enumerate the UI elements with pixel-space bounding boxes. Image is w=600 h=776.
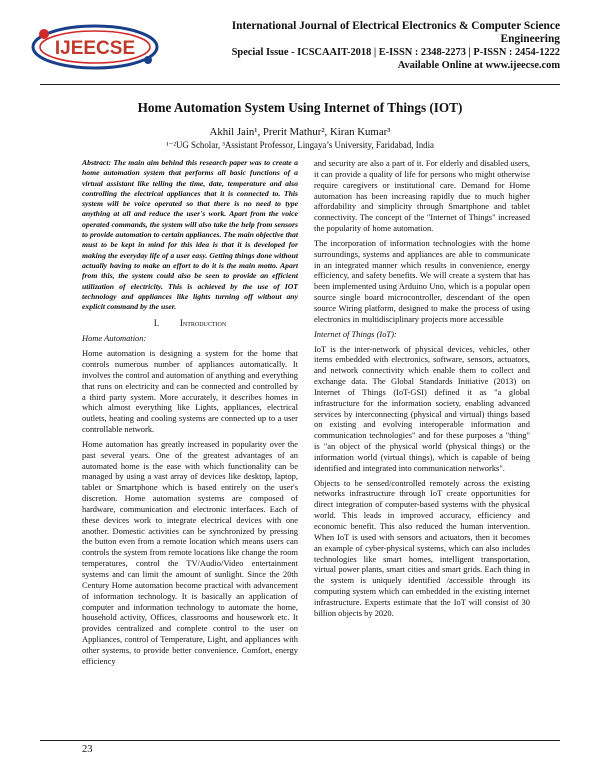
section-number: I. <box>153 318 160 329</box>
footer-rule <box>40 740 560 741</box>
paragraph: Home automation is designing a system for the home that controls numerous number of appliances automatically. It involves the control and automation of anything and everything that runs on electricity and can be connected and controlled by a third party system. More accurately, it describes homes in which almost everything like Lights, appliances, electrical outlets, heating and cooling systems are connected up to a user controllable network. <box>82 348 298 435</box>
left-column <box>82 158 298 671</box>
journal-logo <box>20 18 170 76</box>
page-number: 23 <box>82 744 93 755</box>
online-line: Available Online at www.ijeecse.com <box>397 60 560 71</box>
section-heading <box>82 318 298 329</box>
abstract: Abstract: The main aim behind this research paper was to create a home automation system that performs all basic functions of a virtual assistant like telling the time, date, temperature and also controlling the electrical appliances that it is connected to. This system will be voice operated so that there is no need to type anything at all and reduce the user's work. Apart from the voice operated commands, the system will also take the help from sensors to provide automation to certain appliances. The main objective that must to be kept in mind for this idea is that it is developed for making the everyday life of a user easy. Getting things done without actually having to make an effort to do it is the main motto. Apart from this, the system could also be seen to provide an efficient utilization of electricity. This is achieved by the use of IOT technology and appliances like lights turning off without any explicit command by the user. <box>82 158 298 312</box>
section-title: Introduction <box>179 318 227 329</box>
paragraph: and security are also a part of it. For elderly and disabled users, it can provide a quality of life for persons who might otherwise require caregivers or institutional care. Demand for Home automation has been increasing rapidly due to much higher affordability and simplicity through Smartphone and tablet connectivity. The concept of the "Internet of Things" increased the popularity of home automation. <box>314 158 530 234</box>
paragraph: IoT is the inter-network of physical devices, vehicles, other items embedded with electronics, software, sensors, actuators, and network connectivity which enable them to collect and exchange data. The Global Standards Initiative (2013) on Internet of Things (IoT-GSI) defined it as "a global infrastructure for the information society, enabling advanced services by interconnecting (physical and virtual) things based on existing and evolving interoperable information and communication technologies" and for these purposes a "thing" is "an object of the physical world (physical things) or the information world (virtual things), which is capable of being identified and integrated into communication networks". <box>314 343 530 473</box>
header-rule <box>40 84 560 85</box>
right-column <box>314 158 530 623</box>
affiliation: ¹⁻²UG Scholar, ³Assistant Professor, Lingaya’s University, Faridabad, India <box>166 140 434 150</box>
paragraph: Home automation has greatly increased in popularity over the past several years. One of the greatest advantages of an automated home is the ease with which functionality can be managed by using a vast array of devices like desktop, laptop, tablet or Smartphone which is based entirely on the user's discretion. Home automation systems are composed of hardware, communication and electronic interfaces. Each of these devices work to integrate electrical devices with one another. Domestic activities can be synchronized by pressing the button even from a remote location which means users can controls the system from remote locations like change the room temperatures, control the TV/Audio/Video entertainment systems and can limit the amount of sunlight. Since the 20th Century Home automation become practical with advancement of information technology. It is basically an application of computer and information technology to automate the home, household activity, Offices, classrooms and housework etc. It provides centralized and complete control to the user on Appliances, control of Temperature, Light, and appliances with other systems, to provide better convenience. Comfort, energy efficiency <box>82 438 298 666</box>
authors: Akhil Jain¹, Prerit Mathur², Kiran Kumar³ <box>209 126 391 138</box>
paragraph: Objects to be sensed/controlled remotely across the existing networks infrastructure through IoT create opportunities for direct integration of computer-based systems with the physical world. This leads in improved accuracy, efficiency and economic benefit. This also reduced the human intervention. When IoT is used with sensors and actuators, then it becomes an example of cyber-physical systems, which can also includes technologies like smart homes, intelligent transportation, virtual power plants, smart cities and smart grids. Each thing in the system is uniquely identified /accessible through its computing system which can embedded in the existing internet infrastructure. Experts estimate that the IoT will consist of 30 billion objects by 2020. <box>314 477 530 618</box>
issue-line: Special Issue - ICSCAAIT-2018 | E-ISSN : 2348-2273 | P-ISSN : 2454-1222 <box>231 47 560 58</box>
subheading-iot: Internet of Things (IoT): <box>314 328 397 339</box>
journal-name: International Journal of Electrical Electronics & Computer Science Engineering <box>231 20 560 45</box>
journal-header <box>170 20 560 72</box>
subheading-home-automation: Home Automation: <box>82 333 147 344</box>
paper-title: Home Automation System Using Internet of Things (IOT) <box>137 100 463 115</box>
logo-text: IJEECSE <box>54 38 136 59</box>
paragraph: The incorporation of information technologies with the home surroundings, systems and appliances are able to communicate in an integrated manner which results in convenience, energy efficiency, and safety benefits. We will create a system that has been implemented using Arduino Uno, which is a popular open source single board microcontroller, descendant of the open source Wiring platform, designed to make the process of using electronics in multidisciplinary projects more accessible <box>314 237 530 324</box>
